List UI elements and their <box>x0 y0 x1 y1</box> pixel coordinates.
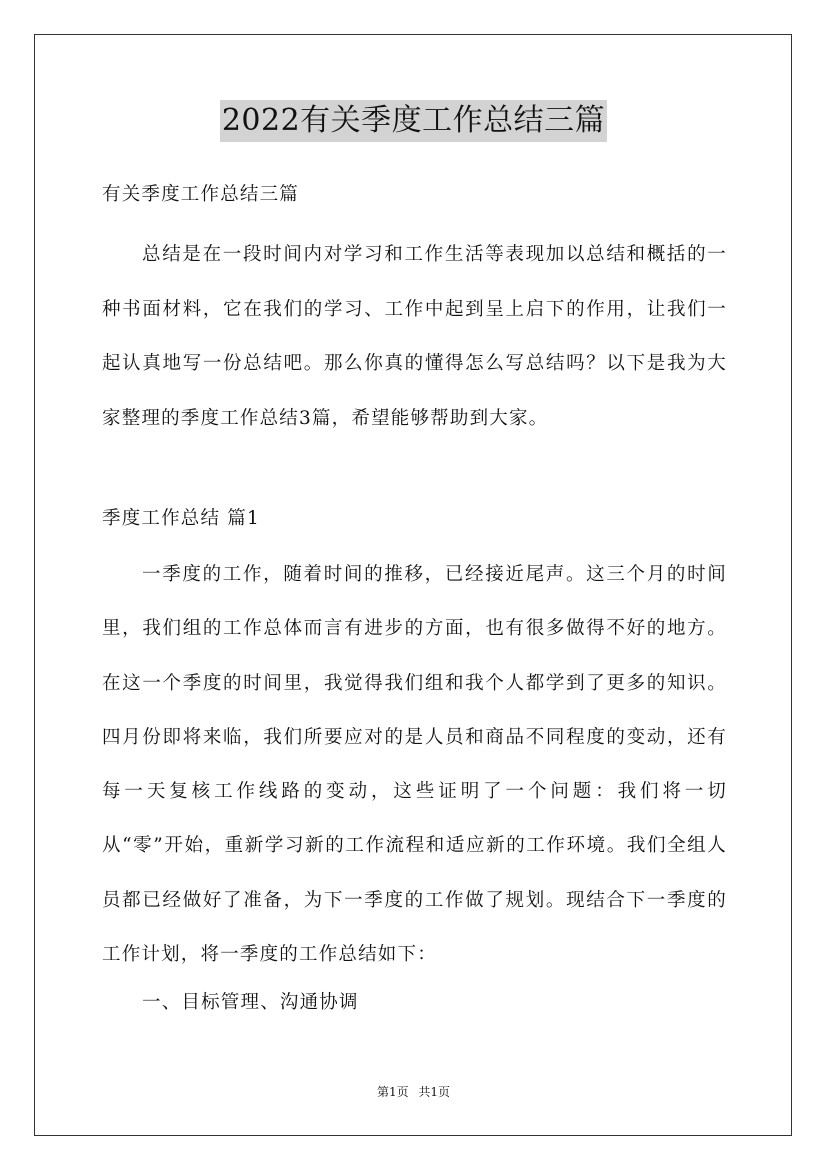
intro-paragraph: 总结是在一段时间内对学习和工作生活等表现加以总结和概括的一种书面材料，它在我们的学习、工作中起到呈上启下的作用，让我们一起认真地写一份总结吧。那么你真的懂得怎么写总结吗？以下是我为大家整理的季度工作总结3篇，希望能够帮助到大家。 <box>102 244 727 429</box>
section-body-paragraph: 一季度的工作，随着时间的推移，已经接近尾声。这三个月的时间里，我们组的工作总体而言有进步的方面，也有很多做得不好的地方。在这一个季度的时间里，我觉得我们组和我个人都学到了更多的知识。四月份即将来临，我们所要应对的是人员和商品不同程度的变动，还有每一天复核工作线路的变动，这些证明了一个问题：我们将一切从“零”开始，重新学习新的工作流程和适应新的工作环境。我们全组人员都已经做好了准备，为下一季度的工作做了规划。现结合下一季度的工作计划，将一季度的工作总结如下： <box>102 564 727 966</box>
document-subtitle: 有关季度工作总结三篇 <box>102 184 300 205</box>
section-heading: 季度工作总结 篇1 <box>102 508 260 529</box>
page-number: 第1页 <box>376 1085 409 1099</box>
page-footer <box>0 1083 827 1101</box>
document-title <box>0 100 827 142</box>
document-title-text: 2022有关季度工作总结三篇 <box>220 100 607 142</box>
list-item-heading: 一、目标管理、沟通协调 <box>142 992 359 1013</box>
page-total: 共1页 <box>418 1085 451 1099</box>
